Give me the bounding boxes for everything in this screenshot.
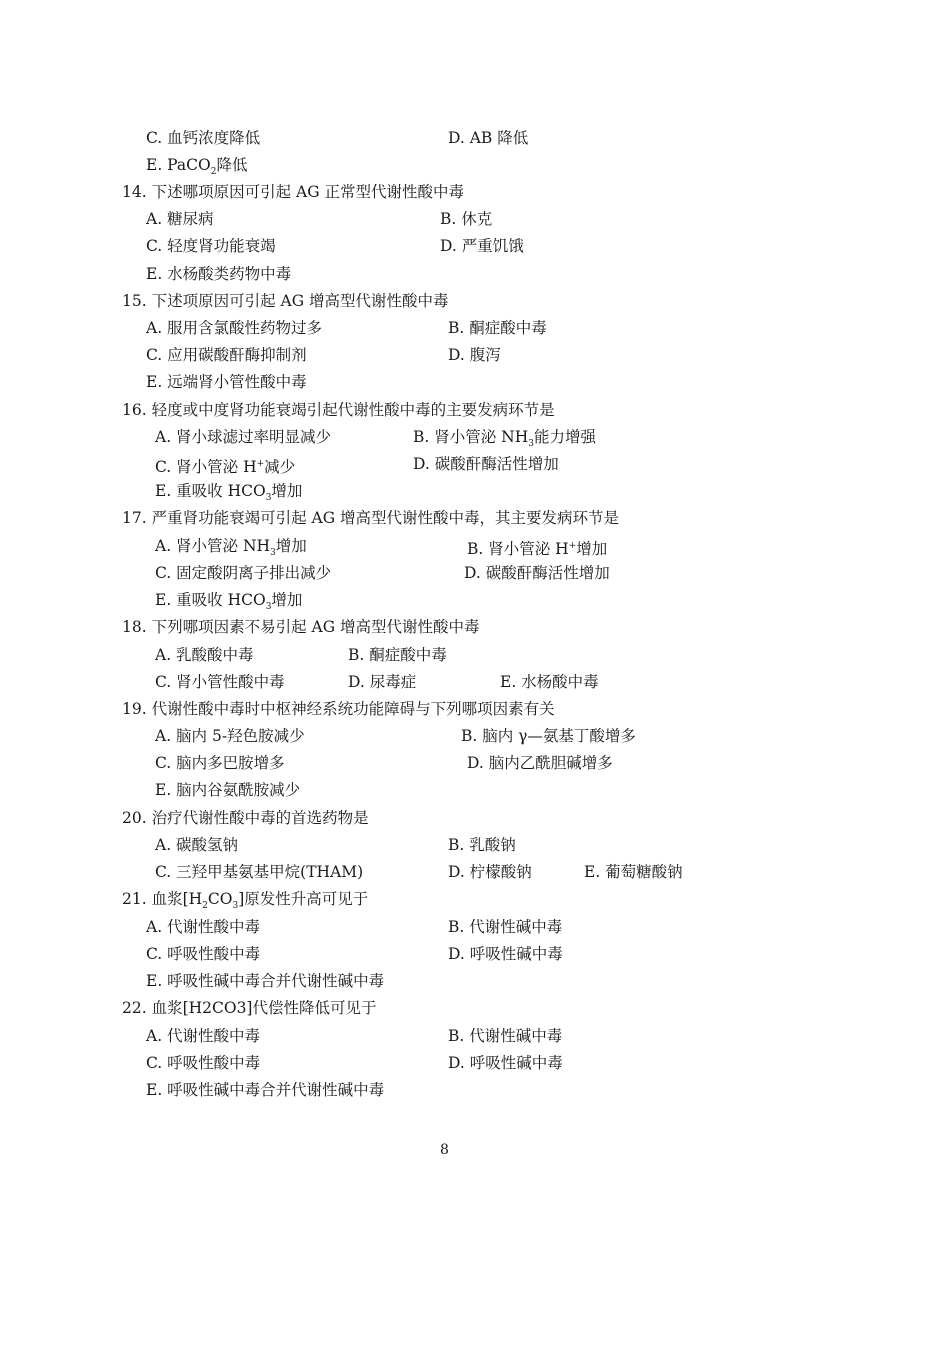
page-number: 8	[440, 1142, 449, 1158]
q19-option-d: D. 脑内乙酰胆碱增多	[467, 754, 613, 772]
q20-option-e: E. 葡萄糖酸钠	[584, 863, 683, 881]
q22-option-d: D. 呼吸性碱中毒	[448, 1054, 563, 1072]
q20-option-d: D. 柠檬酸钠	[448, 863, 532, 881]
q16-option-a: A. 肾小球滤过率明显减少	[155, 428, 332, 446]
q13-option-e: E. PaCO$_2$降低	[146, 156, 248, 178]
q20-option-b: B. 乳酸钠	[448, 836, 516, 854]
q20-stem: 20. 治疗代谢性酸中毒的首选药物是	[122, 809, 369, 827]
q15-option-d: D. 腹泻	[448, 346, 501, 364]
q17-option-e: E. 重吸收 $HCO_3$增加	[155, 591, 303, 613]
q22-option-e: E. 呼吸性碱中毒合并代谢性碱中毒	[146, 1081, 385, 1099]
q16-option-e: E. 重吸收 $HCO_3$增加	[155, 482, 303, 504]
q17-option-a: A. 肾小管泌 $NH_3$增加	[155, 537, 307, 559]
q22-option-a: A. 代谢性酸中毒	[146, 1027, 261, 1045]
q15-stem: 15. 下述项原因可引起 AG 增高型代谢性酸中毒	[122, 292, 449, 310]
q15-option-e: E. 远端肾小管性酸中毒	[146, 373, 307, 391]
q17-stem: 17. 严重肾功能衰竭可引起 AG 增高型代谢性酸中毒，其主要发病环节是	[122, 509, 620, 527]
q17-option-d: D. 碳酸酐酶活性增加	[464, 564, 610, 582]
q15-option-b: B. 酮症酸中毒	[448, 319, 547, 337]
q21-option-b: B. 代谢性碱中毒	[448, 918, 563, 936]
q18-option-d: D. 尿毒症	[348, 673, 417, 691]
q18-stem: 18. 下列哪项因素不易引起 AG 增高型代谢性酸中毒	[122, 618, 480, 636]
q22-stem: 22. 血浆[H2CO3]代偿性降低可见于	[122, 999, 377, 1017]
q21-stem: 21. 血浆$[H_2CO_3]$原发性升高可见于	[122, 890, 369, 912]
q18-option-e: E. 水杨酸中毒	[500, 673, 599, 691]
q19-option-e: E. 脑内谷氨酰胺减少	[155, 781, 301, 799]
q19-option-c: C. 脑内多巴胺增多	[155, 754, 285, 772]
q13-option-c: C. 血钙浓度降低	[146, 129, 261, 147]
q14-option-d: D. 严重饥饿	[440, 237, 524, 255]
q21-option-a: A. 代谢性酸中毒	[146, 918, 261, 936]
q16-stem: 16. 轻度或中度肾功能衰竭引起代谢性酸中毒的主要发病环节是	[122, 401, 555, 419]
q19-option-a: A. 脑内 5-羟色胺减少	[155, 727, 305, 745]
q21-option-d: D. 呼吸性碱中毒	[448, 945, 563, 963]
q16-option-c: C. 肾小管泌 H+减少	[155, 458, 296, 477]
q20-option-a: A. 碳酸氢钠	[155, 836, 239, 854]
q14-option-c: C. 轻度肾功能衰竭	[146, 237, 276, 255]
q22-option-c: C. 呼吸性酸中毒	[146, 1054, 261, 1072]
q19-stem: 19. 代谢性酸中毒时中枢神经系统功能障碍与下列哪项因素有关	[122, 700, 555, 718]
q22-option-b: B. 代谢性碱中毒	[448, 1027, 563, 1045]
q14-option-e: E. 水杨酸类药物中毒	[146, 265, 292, 283]
q14-option-a: A. 糖尿病	[146, 210, 214, 228]
q13-option-d: D. AB 降低	[448, 129, 529, 147]
q18-option-a: A. 乳酸酸中毒	[155, 646, 254, 664]
q15-option-a: A. 服用含氯酸性药物过多	[146, 319, 323, 337]
q15-option-c: C. 应用碳酸酐酶抑制剂	[146, 346, 307, 364]
q16-option-d: D. 碳酸酐酶活性增加	[413, 455, 559, 473]
q20-option-c: C. 三羟甲基氨基甲烷(THAM)	[155, 863, 364, 881]
q18-option-b: B. 酮症酸中毒	[348, 646, 447, 664]
q21-option-c: C. 呼吸性酸中毒	[146, 945, 261, 963]
q17-option-c: C. 固定酸阴离子排出减少	[155, 564, 332, 582]
q21-option-e: E. 呼吸性碱中毒合并代谢性碱中毒	[146, 972, 385, 990]
q19-option-b: B. 脑内 γ—氨基丁酸增多	[461, 727, 636, 745]
q16-option-b: B. 肾小管泌 $NH_3$能力增强	[413, 428, 597, 450]
q14-stem: 14. 下述哪项原因可引起 AG 正常型代谢性酸中毒	[122, 183, 465, 201]
q14-option-b: B. 休克	[440, 210, 493, 228]
q17-option-b: B. 肾小管泌 H+增加	[467, 540, 608, 559]
q18-option-c: C. 肾小管性酸中毒	[155, 673, 285, 691]
